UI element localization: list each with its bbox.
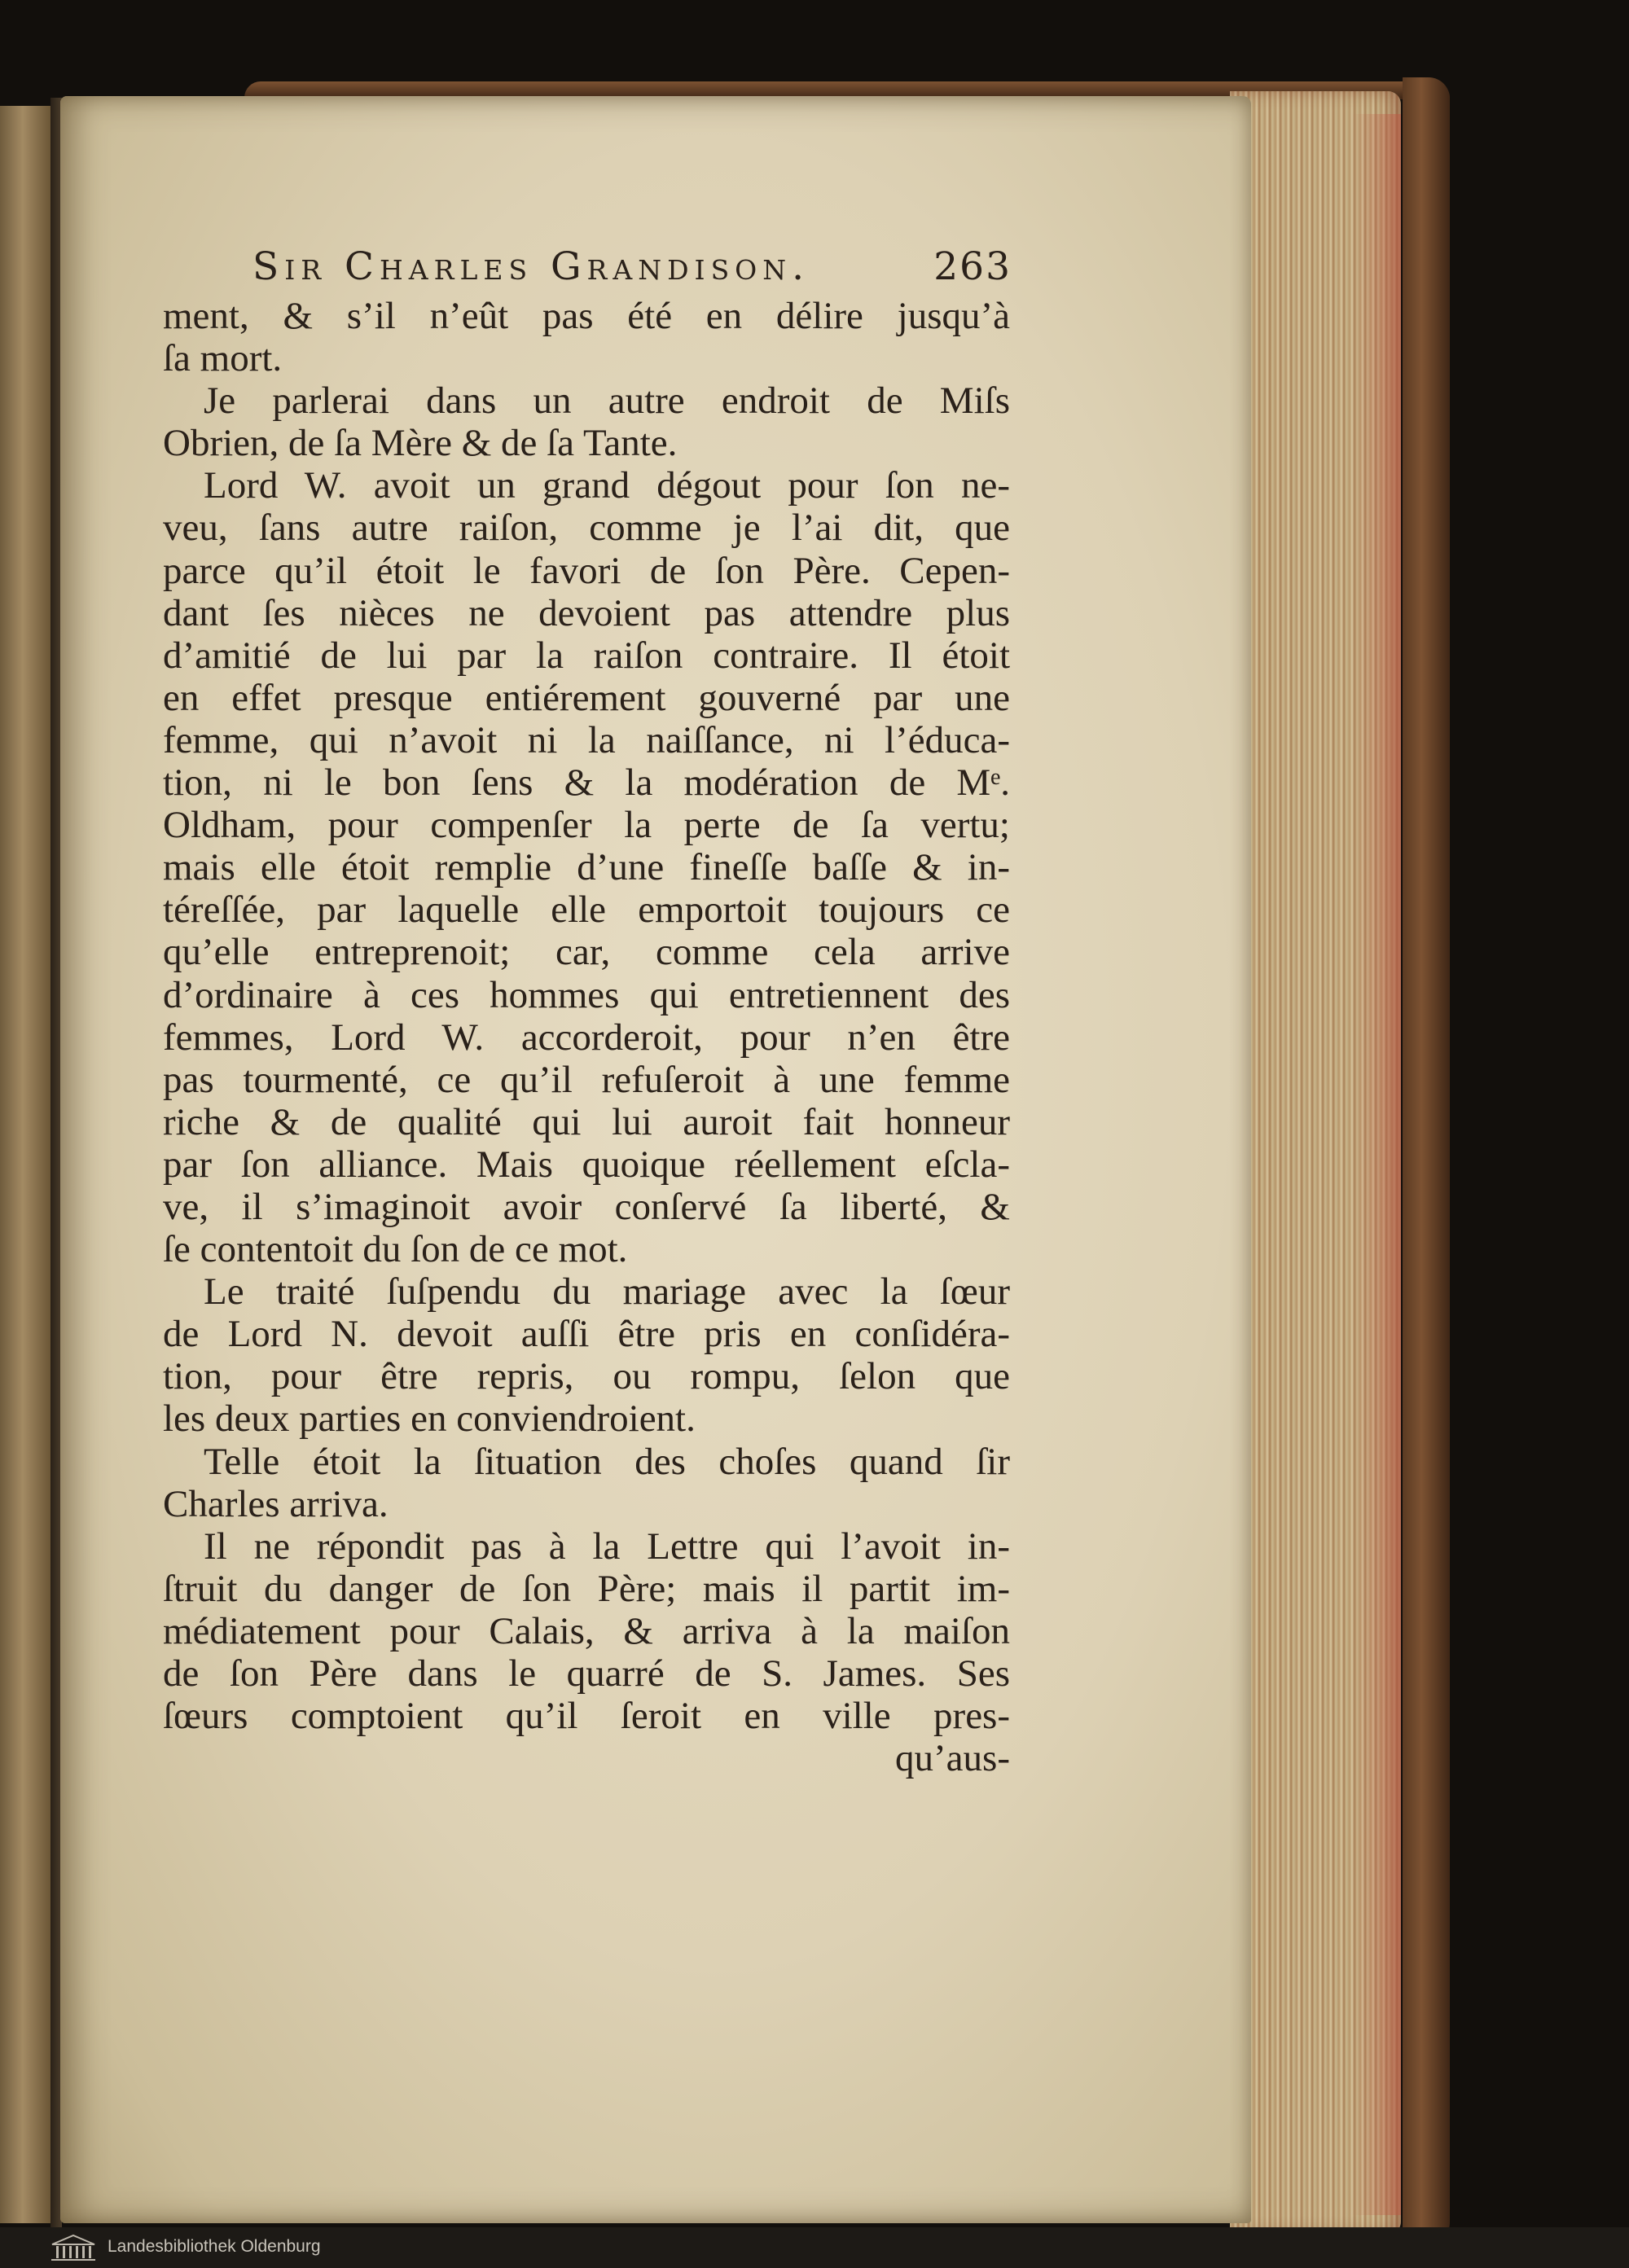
footer-bar (0, 2227, 1629, 2268)
running-title: Sir Charles Grandison. (252, 244, 810, 289)
text-line: femmes, Lord W. accorderoit, pour n’en être (163, 1016, 1010, 1059)
text-line: dant ſes nièces ne devoient pas attendre plus (163, 591, 1010, 634)
body-text (163, 295, 1010, 1779)
text-line: de ſon Père dans le quarré de S. James. Ses (163, 1652, 1010, 1695)
text-line: Oldham, pour compenſer la perte de ſa vertu; (163, 804, 1010, 847)
text-line: ſe contentoit du ſon de ce mot. (163, 1228, 628, 1271)
text-line: Telle étoit la ſituation des choſes quand ſir (204, 1440, 1010, 1483)
left-page-edge (0, 106, 50, 2223)
text-line: veu, ſans autre raiſon, comme je l’ai dit, que (163, 507, 1010, 550)
text-line: ſa mort. (163, 337, 283, 380)
text-line: ſtruit du danger de ſon Père; mais il partit im- (163, 1567, 1010, 1610)
text-line: Lord W. avoit un grand dégout pour ſon ne- (204, 464, 1010, 507)
text-line: de Lord N. devoit auſſi être pris en conſidéra- (163, 1313, 1010, 1356)
text-line: d’amitié de lui par la raiſon contraire. Il étoit (163, 634, 1010, 677)
library-name: Landesbibliothek Oldenburg (108, 2237, 321, 2256)
text-line: par ſon alliance. Mais quoique réellement eſcla- (163, 1143, 1010, 1186)
text-line: ſœurs comptoient qu’il ſeroit en ville pres- (163, 1695, 1010, 1738)
text-line: Je parlerai dans un autre endroit de Miſs (204, 379, 1010, 423)
text-line: médiatement pour Calais, & arriva à la maiſon (163, 1609, 1010, 1652)
text-line: tion, pour être repris, ou rompu, ſelon que (163, 1355, 1010, 1398)
text-line: les deux parties en conviendroient. (163, 1397, 696, 1441)
book-cover-board (1403, 77, 1450, 2227)
text-line: femme, qui n’avoit ni la naiſſance, ni l’éduca- (163, 718, 1010, 761)
text-line: Il ne répondit pas à la Lettre qui l’avoit in- (204, 1524, 1010, 1568)
text-line: téreſſée, par laquelle elle emportoit toujours ce (163, 888, 1010, 932)
text-line: qu’elle entreprenoit; car, comme cela arrive (163, 931, 1010, 974)
text-line: riche & de qualité qui lui auroit fait honneur (163, 1100, 1010, 1143)
page-number: 263 (933, 244, 1012, 289)
red-edge-tint (1352, 114, 1401, 2215)
text-line: Le traité ſuſpendu du mariage avec la ſœur (204, 1270, 1010, 1314)
text-line: mais elle étoit remplie d’une fineſſe baſſe & in- (163, 846, 1010, 889)
running-head (163, 222, 1010, 295)
text-block (163, 222, 1010, 1779)
text-line: en effet presque entiérement gouverné par une (163, 676, 1010, 719)
text-line: d’ordinaire à ces hommes qui entretiennent des (163, 973, 1010, 1016)
text-line: Charles arriva. (163, 1482, 389, 1525)
text-line: Obrien, de ſa Mère & de ſa Tante. (163, 422, 678, 465)
text-line: parce qu’il étoit le favori de ſon Père. Cepen- (163, 549, 1010, 592)
text-line: tion, ni le bon ſens & la modération de Mᵉ. (163, 761, 1010, 805)
text-line: ve, il s’imaginoit avoir conſervé ſa liberté, & (163, 1185, 1010, 1228)
library-building-icon (49, 2233, 98, 2262)
catchword: qu’aus- (895, 1737, 1010, 1780)
text-line: ment, & s’il n’eût pas été en délire jusqu’à (163, 295, 1010, 337)
text-line: pas tourmenté, ce qu’il refuſeroit à une femme (163, 1058, 1010, 1101)
